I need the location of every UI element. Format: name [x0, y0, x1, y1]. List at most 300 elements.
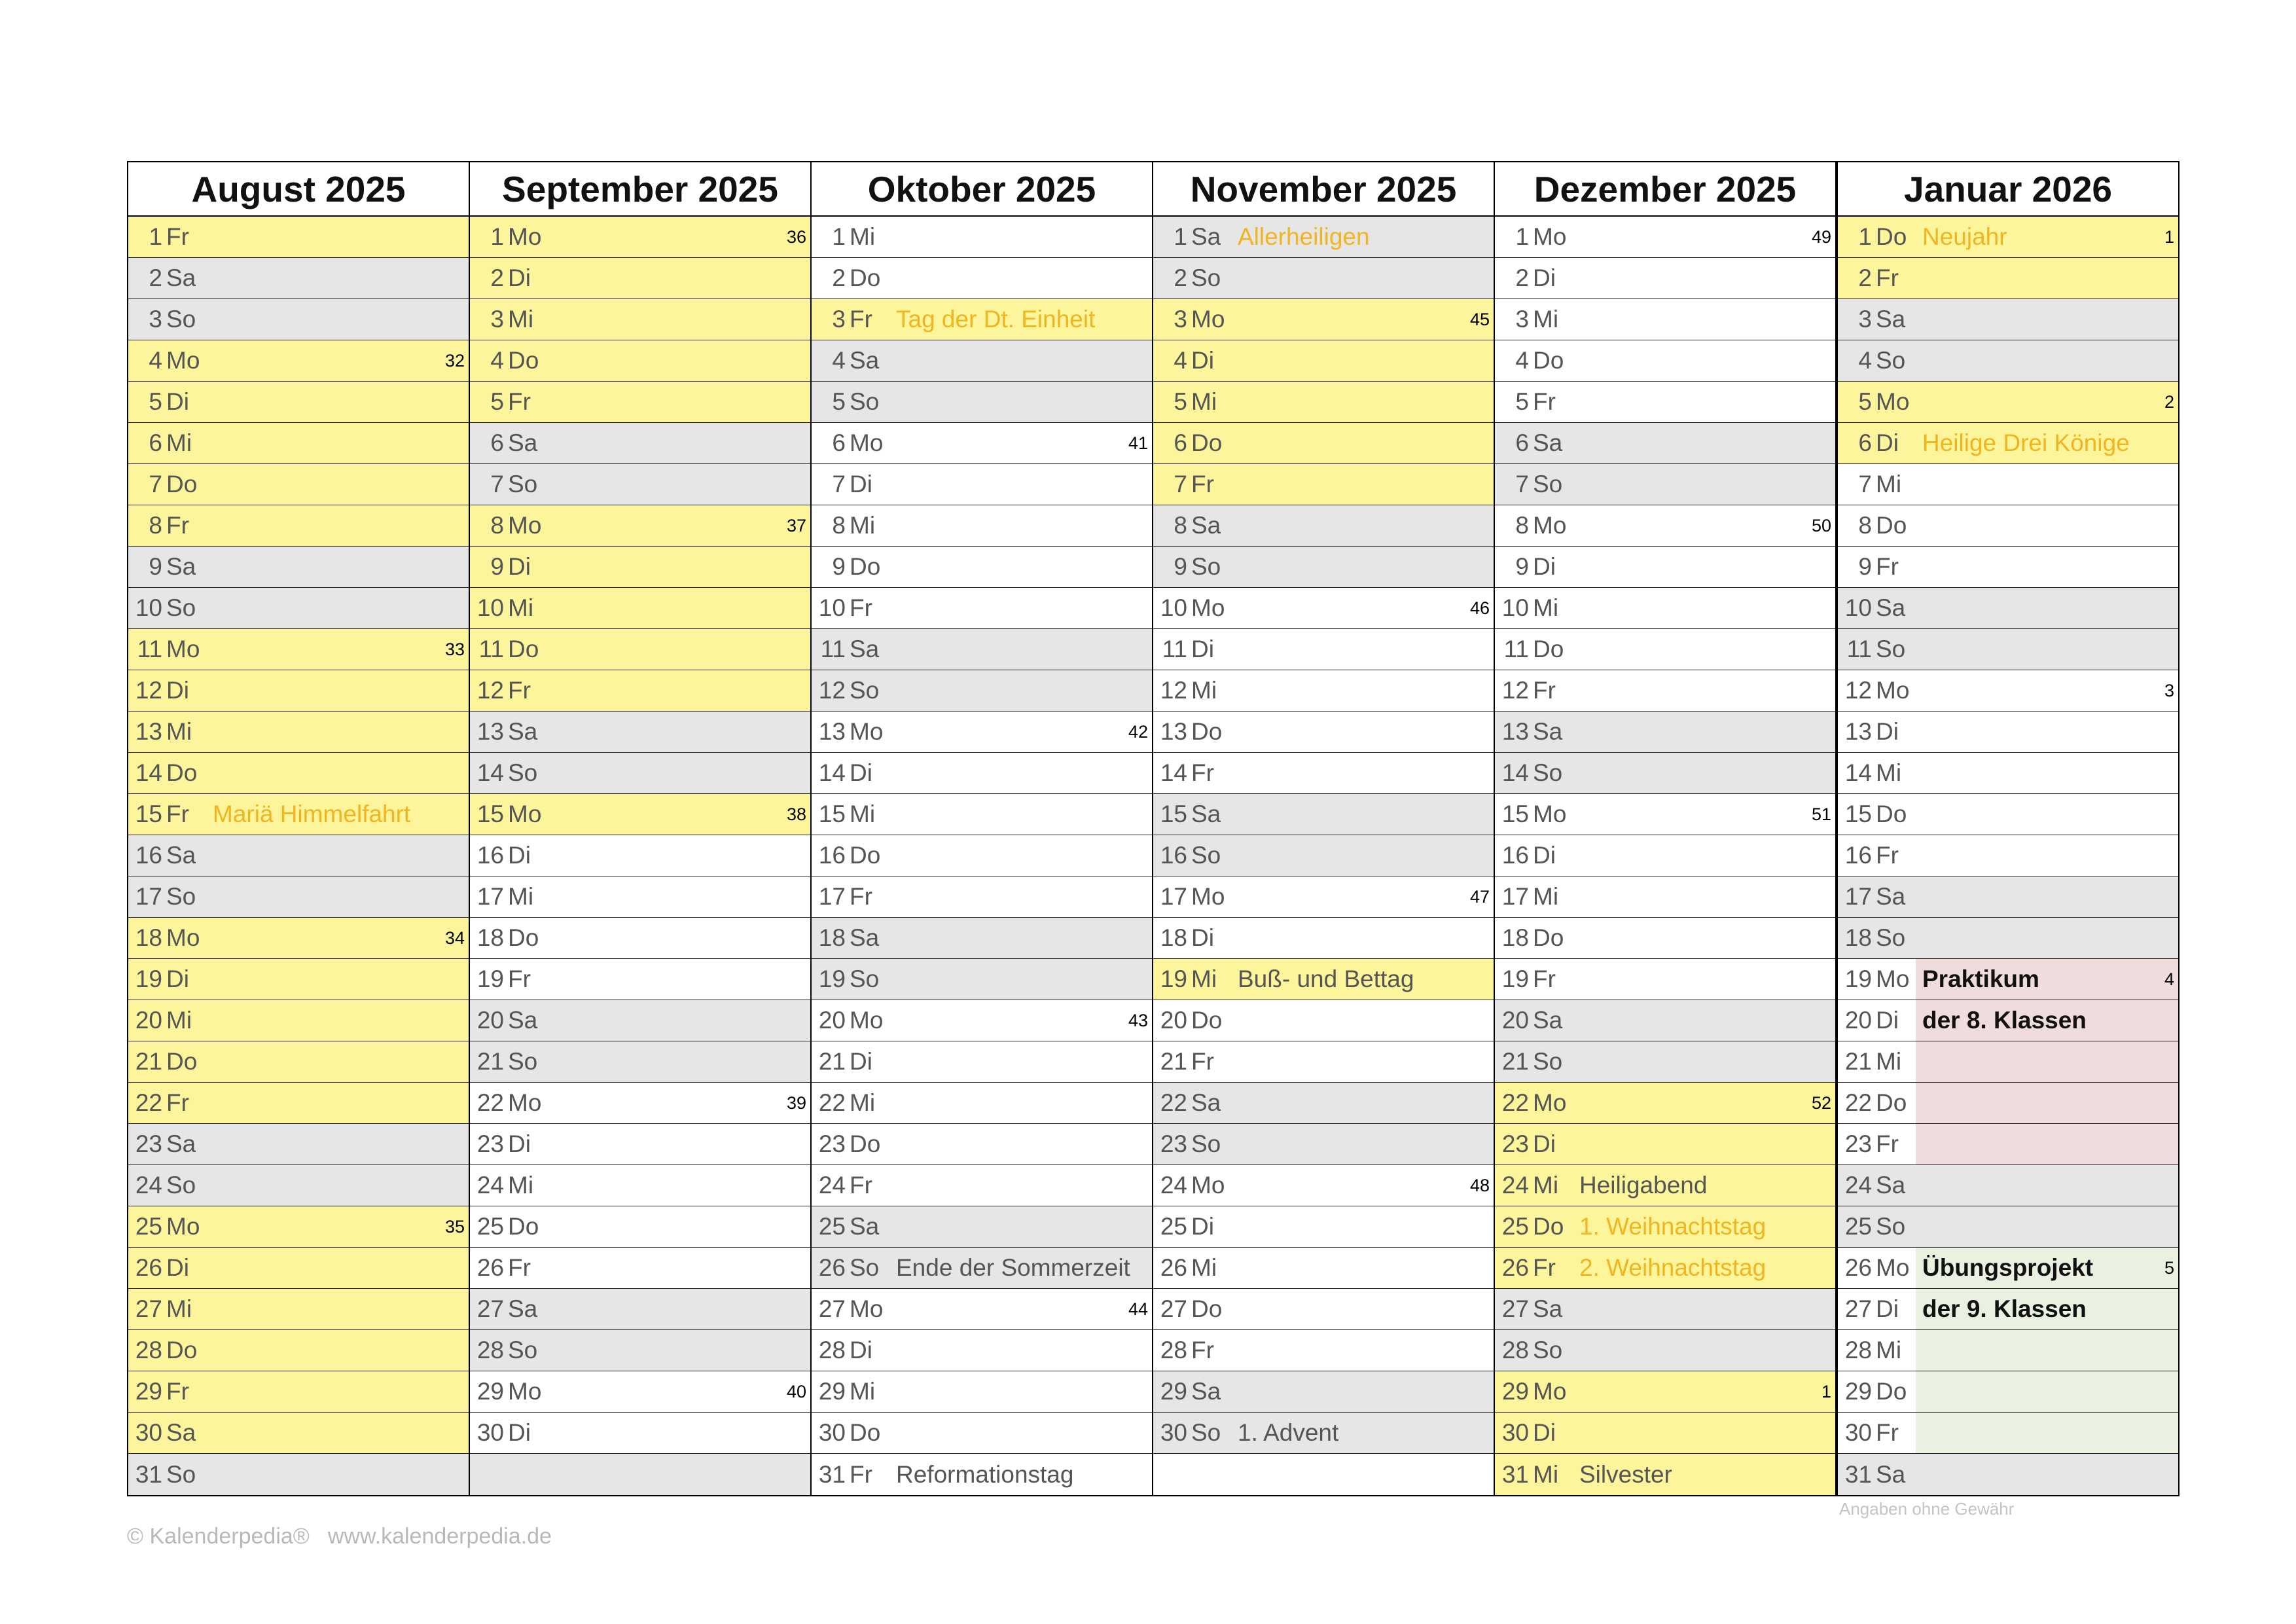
month-column — [1153, 162, 1495, 1495]
day-row — [470, 588, 810, 629]
month-column — [1835, 162, 2178, 1495]
day-number: 9 — [1858, 553, 1872, 580]
day-number: 26 — [818, 1254, 846, 1281]
holiday-label: 1. Weihnachtstag — [1579, 1213, 1767, 1240]
week-number: 1 — [2164, 226, 2174, 247]
day-number: 27 — [476, 1295, 504, 1322]
day-number: 17 — [818, 883, 846, 910]
day-row — [470, 258, 810, 299]
day-number: 23 — [818, 1130, 846, 1157]
weekday-label: Fr — [508, 965, 531, 992]
weekday-label: Mo — [1533, 512, 1567, 539]
day-row — [128, 1454, 469, 1495]
day-row — [1495, 423, 1835, 464]
day-row — [1838, 1454, 2178, 1495]
day-row — [128, 1289, 469, 1330]
weekday-label: Sa — [508, 429, 538, 456]
weekday-label: Di — [1533, 264, 1556, 291]
weekday-label: Mi — [850, 512, 876, 539]
day-row — [1153, 753, 1494, 794]
day-row — [1838, 1124, 2178, 1165]
weekday-label: Mi — [1876, 759, 1902, 786]
weekday-label: Mo — [166, 347, 200, 374]
day-number: 23 — [1844, 1130, 1872, 1157]
day-number: 26 — [135, 1254, 162, 1281]
week-number: 43 — [1128, 1010, 1148, 1030]
weekday-label: Di — [166, 388, 189, 415]
day-row — [1153, 1083, 1494, 1124]
day-number: 2 — [1515, 264, 1529, 291]
weekday-label: So — [1533, 759, 1563, 786]
weekday-label: So — [850, 965, 880, 992]
weekday-label: Fr — [508, 1254, 531, 1281]
weekday-label: Sa — [1191, 1378, 1221, 1405]
weekday-label: So — [1876, 347, 1906, 374]
day-number: 4 — [490, 347, 504, 374]
day-number: 1 — [149, 223, 162, 250]
day-number: 5 — [1858, 388, 1872, 415]
day-row — [812, 1248, 1152, 1289]
day-number: 4 — [832, 347, 846, 374]
weekday-label: Sa — [850, 347, 880, 374]
day-number: 22 — [1160, 1089, 1187, 1116]
day-number: 16 — [135, 842, 162, 869]
day-row — [470, 505, 810, 547]
day-number: 5 — [490, 388, 504, 415]
footer-credits — [127, 1524, 552, 1549]
day-row — [1153, 1124, 1494, 1165]
day-number: 10 — [1160, 594, 1187, 621]
day-number: 8 — [490, 512, 504, 539]
day-row — [1153, 1206, 1494, 1248]
day-number: 20 — [476, 1007, 504, 1034]
day-row — [470, 547, 810, 588]
day-row — [128, 1413, 469, 1454]
weekday-label: Do — [850, 1419, 881, 1446]
day-row — [1153, 1330, 1494, 1371]
weekday-label: Fr — [1876, 1130, 1899, 1157]
day-row — [470, 1413, 810, 1454]
day-row — [1495, 1041, 1835, 1083]
day-row — [128, 1000, 469, 1041]
weekday-label: Fr — [166, 801, 189, 827]
weekday-label: Sa — [1191, 512, 1221, 539]
day-number: 24 — [135, 1172, 162, 1199]
day-row — [470, 918, 810, 959]
event-label: Reformationstag — [896, 1460, 1074, 1488]
day-number: 7 — [490, 471, 504, 497]
day-row — [812, 876, 1152, 918]
weekday-label: Mi — [166, 1295, 192, 1322]
weekday-label: Mi — [508, 306, 534, 333]
day-row — [1495, 835, 1835, 876]
week-number: 39 — [786, 1092, 806, 1113]
day-number: 19 — [1844, 965, 1872, 992]
day-number: 24 — [818, 1172, 846, 1199]
day-number: 6 — [1858, 429, 1872, 456]
month-title: Oktober 2025 — [812, 162, 1152, 217]
week-number: 35 — [444, 1216, 465, 1236]
day-number: 24 — [1844, 1172, 1872, 1199]
day-number: 31 — [1844, 1460, 1872, 1488]
weekday-label: Mo — [1191, 883, 1225, 910]
weekday-label: Mo — [1876, 1254, 1910, 1281]
day-number: 6 — [1515, 429, 1529, 456]
day-row — [470, 1289, 810, 1330]
weekday-label: Do — [1191, 1007, 1223, 1034]
day-row — [812, 547, 1152, 588]
weekday-label: Mi — [1533, 883, 1559, 910]
day-row — [128, 835, 469, 876]
day-number: 17 — [1844, 883, 1872, 910]
day-number: 1 — [1858, 223, 1872, 250]
day-row — [470, 835, 810, 876]
day-row — [1838, 547, 2178, 588]
day-number: 24 — [1160, 1172, 1187, 1199]
day-row — [128, 1206, 469, 1248]
holiday-label: Heilige Drei Könige — [1922, 429, 2130, 456]
weekday-label: Mo — [1533, 1089, 1567, 1116]
weekday-label: So — [166, 594, 196, 621]
day-number: 22 — [1844, 1089, 1872, 1116]
day-row — [470, 217, 810, 258]
day-row — [470, 1454, 810, 1495]
weekday-label: Di — [508, 1419, 531, 1446]
day-row — [1153, 1289, 1494, 1330]
day-row — [128, 876, 469, 918]
day-number: 12 — [476, 677, 504, 704]
holiday-label: Neujahr — [1922, 223, 2007, 250]
weekday-label: Fr — [166, 1378, 189, 1405]
day-row — [1153, 1041, 1494, 1083]
day-row — [812, 1041, 1152, 1083]
day-row — [470, 629, 810, 670]
weekday-label: Do — [1191, 718, 1223, 745]
week-number: 34 — [444, 928, 465, 948]
day-number: 8 — [1858, 512, 1872, 539]
weekday-label: Do — [1533, 347, 1564, 374]
day-number: 14 — [476, 759, 504, 786]
weekday-label: So — [508, 759, 538, 786]
day-row — [1153, 876, 1494, 918]
day-number: 20 — [135, 1007, 162, 1034]
week-number: 3 — [2164, 680, 2174, 700]
day-row — [1153, 1454, 1494, 1495]
weekday-label: Do — [1533, 1213, 1564, 1240]
weekday-label: Mi — [508, 594, 534, 621]
weekday-label: Di — [166, 965, 189, 992]
weekday-label: Mo — [1191, 594, 1225, 621]
week-number: 4 — [2164, 969, 2174, 989]
day-number: 7 — [832, 471, 846, 497]
weekday-label: So — [1191, 264, 1221, 291]
weekday-label: Mi — [850, 223, 876, 250]
day-number: 12 — [1844, 677, 1872, 704]
weekday-label: Fr — [850, 1460, 872, 1488]
weekday-label: Mo — [508, 801, 542, 827]
day-row — [128, 423, 469, 464]
day-row — [812, 258, 1152, 299]
weekday-label: Sa — [508, 718, 538, 745]
day-row — [1838, 1000, 2178, 1041]
weekday-label: Sa — [850, 924, 880, 951]
holiday-label: Tag der Dt. Einheit — [896, 306, 1096, 333]
weekday-label: Di — [1876, 1295, 1899, 1322]
weekday-label: So — [166, 1460, 196, 1488]
day-number: 31 — [1501, 1460, 1529, 1488]
day-number: 29 — [1160, 1378, 1187, 1405]
day-row — [128, 1248, 469, 1289]
day-row — [1838, 258, 2178, 299]
weekday-label: So — [1191, 842, 1221, 869]
day-number: 28 — [135, 1337, 162, 1363]
day-number: 29 — [1844, 1378, 1872, 1405]
weekday-label: So — [1191, 553, 1221, 580]
week-number: 47 — [1469, 886, 1490, 907]
weekday-label: Do — [850, 1130, 881, 1157]
day-number: 22 — [135, 1089, 162, 1116]
day-row — [812, 959, 1152, 1000]
event-label: Praktikum — [1922, 965, 2039, 992]
day-number: 5 — [832, 388, 846, 415]
day-number: 10 — [1844, 594, 1872, 621]
day-number: 26 — [476, 1254, 504, 1281]
day-number: 6 — [832, 429, 846, 456]
uebungsprojekt-highlight — [1916, 1371, 2178, 1412]
day-row — [812, 1371, 1152, 1413]
day-row — [1495, 217, 1835, 258]
weekday-label: Do — [508, 636, 539, 662]
day-row — [1495, 1454, 1835, 1495]
event-label: 1. Advent — [1238, 1419, 1339, 1446]
day-row — [1838, 1413, 2178, 1454]
weekday-label: Do — [508, 1213, 539, 1240]
day-number: 13 — [476, 718, 504, 745]
day-number: 11 — [478, 636, 504, 662]
day-row — [1153, 588, 1494, 629]
weekday-label: Di — [166, 677, 189, 704]
weekday-label: Fr — [166, 1089, 189, 1116]
month-title: November 2025 — [1153, 162, 1494, 217]
weekday-label: Mo — [850, 1295, 884, 1322]
day-row — [812, 464, 1152, 505]
day-row — [1153, 918, 1494, 959]
day-number: 26 — [1160, 1254, 1187, 1281]
weekday-label: Fr — [1876, 264, 1899, 291]
day-row — [1495, 1165, 1835, 1206]
day-number: 15 — [1160, 801, 1187, 827]
day-number: 13 — [818, 718, 846, 745]
day-row — [1838, 382, 2178, 423]
day-row — [1495, 753, 1835, 794]
weekday-label: Fr — [1876, 1419, 1899, 1446]
day-row — [1495, 876, 1835, 918]
day-number: 16 — [476, 842, 504, 869]
weekday-label: So — [1533, 1048, 1563, 1075]
day-number: 7 — [149, 471, 162, 497]
weekday-label: Di — [1876, 718, 1899, 745]
weekday-label: Mo — [1191, 306, 1225, 333]
day-row — [1838, 340, 2178, 382]
day-row — [1838, 464, 2178, 505]
day-row — [470, 299, 810, 340]
day-number: 25 — [135, 1213, 162, 1240]
weekday-label: Do — [508, 924, 539, 951]
day-row — [128, 753, 469, 794]
day-row — [470, 1248, 810, 1289]
day-row — [470, 1371, 810, 1413]
week-number: 50 — [1811, 515, 1831, 535]
weekday-label: So — [1876, 1213, 1906, 1240]
day-number: 8 — [1515, 512, 1529, 539]
event-label: Übungsprojekt — [1922, 1254, 2094, 1281]
weekday-label: So — [850, 388, 880, 415]
week-number: 45 — [1469, 309, 1490, 329]
weekday-label: Fr — [850, 1172, 872, 1199]
day-row — [1838, 423, 2178, 464]
day-number: 20 — [1160, 1007, 1187, 1034]
weekday-label: Do — [1876, 512, 1907, 539]
week-number: 48 — [1469, 1175, 1490, 1195]
weekday-label: Mo — [166, 636, 200, 662]
weekday-label: Di — [1876, 429, 1899, 456]
day-row — [1153, 464, 1494, 505]
week-number: 1 — [1821, 1381, 1831, 1401]
uebungsprojekt-highlight — [1916, 1413, 2178, 1453]
weekday-label: Di — [1533, 1130, 1556, 1157]
day-row — [1495, 629, 1835, 670]
day-number: 14 — [1501, 759, 1529, 786]
day-row — [1153, 1165, 1494, 1206]
day-number: 21 — [1501, 1048, 1529, 1075]
day-row — [1153, 1371, 1494, 1413]
week-number: 41 — [1128, 433, 1148, 453]
day-number: 9 — [1515, 553, 1529, 580]
day-number: 28 — [1844, 1337, 1872, 1363]
day-row — [470, 1206, 810, 1248]
weekday-label: So — [1876, 924, 1906, 951]
day-number: 21 — [1160, 1048, 1187, 1075]
day-number: 10 — [1501, 594, 1529, 621]
weekday-label: Do — [166, 471, 198, 497]
weekday-label: Do — [1191, 1295, 1223, 1322]
day-number: 22 — [818, 1089, 846, 1116]
day-number: 20 — [818, 1007, 846, 1034]
day-number: 18 — [818, 924, 846, 951]
day-number: 19 — [818, 965, 846, 992]
day-number: 22 — [476, 1089, 504, 1116]
day-row — [1838, 1248, 2178, 1289]
day-row — [1153, 1413, 1494, 1454]
weekday-label: Di — [166, 1254, 189, 1281]
day-row — [1838, 1330, 2178, 1371]
weekday-label: Mo — [1533, 1378, 1567, 1405]
day-row — [128, 670, 469, 712]
weekday-label: Mo — [508, 1378, 542, 1405]
weekday-label: Mo — [850, 429, 884, 456]
day-row — [1495, 1289, 1835, 1330]
day-row — [1838, 1289, 2178, 1330]
day-number: 4 — [1858, 347, 1872, 374]
weekday-label: Sa — [1876, 1460, 1906, 1488]
weekday-label: Fr — [1533, 965, 1556, 992]
weekday-label: Mi — [1876, 471, 1902, 497]
day-row — [128, 629, 469, 670]
weekday-label: Sa — [1876, 594, 1906, 621]
praktikum-highlight — [1916, 1124, 2178, 1164]
day-row — [1838, 753, 2178, 794]
day-row — [128, 299, 469, 340]
day-row — [128, 217, 469, 258]
day-number: 2 — [490, 264, 504, 291]
weekday-label: Di — [1533, 553, 1556, 580]
day-row — [128, 794, 469, 835]
weekday-label: Mi — [1533, 306, 1559, 333]
month-title: Dezember 2025 — [1495, 162, 1835, 217]
day-number: 11 — [1503, 636, 1529, 662]
weekday-label: Sa — [1533, 429, 1563, 456]
day-number: 30 — [135, 1419, 162, 1446]
weekday-label: Di — [508, 842, 531, 869]
copyright-text: © Kalenderpedia® — [127, 1524, 310, 1549]
day-row — [1495, 1413, 1835, 1454]
day-number: 25 — [1160, 1213, 1187, 1240]
day-row — [470, 753, 810, 794]
day-row — [128, 1371, 469, 1413]
day-number: 14 — [1160, 759, 1187, 786]
weekday-label: Fr — [1191, 759, 1214, 786]
day-number: 16 — [1160, 842, 1187, 869]
day-number: 1 — [1515, 223, 1529, 250]
weekday-label: Do — [1876, 223, 1907, 250]
weekday-label: Mi — [850, 801, 876, 827]
day-number: 25 — [818, 1213, 846, 1240]
weekday-label: Sa — [1533, 718, 1563, 745]
event-label: der 8. Klassen — [1922, 1007, 2087, 1034]
weekday-label: Di — [1191, 347, 1214, 374]
day-row — [812, 1454, 1152, 1495]
day-number: 27 — [818, 1295, 846, 1322]
day-number: 16 — [818, 842, 846, 869]
weekday-label: Mi — [1876, 1048, 1902, 1075]
day-number: 30 — [476, 1419, 504, 1446]
day-row — [128, 712, 469, 753]
weekday-label: Fr — [166, 223, 189, 250]
day-number: 3 — [1174, 306, 1187, 333]
day-row — [128, 464, 469, 505]
week-number: 36 — [786, 226, 806, 247]
weekday-label: Do — [1876, 1378, 1907, 1405]
day-row — [1153, 1248, 1494, 1289]
day-row — [812, 1289, 1152, 1330]
weekday-label: Sa — [166, 1130, 196, 1157]
weekday-label: So — [1533, 471, 1563, 497]
day-number: 13 — [1844, 718, 1872, 745]
day-row — [1838, 918, 2178, 959]
weekday-label: Mi — [508, 1172, 534, 1199]
month-column — [128, 162, 470, 1495]
day-number: 4 — [1515, 347, 1529, 374]
weekday-label: Di — [850, 471, 872, 497]
day-row — [1838, 1165, 2178, 1206]
weekday-label: Mo — [1876, 388, 1910, 415]
weekday-label: Di — [1191, 1213, 1214, 1240]
weekday-label: Mi — [1876, 1337, 1902, 1363]
day-row — [470, 670, 810, 712]
day-row — [128, 382, 469, 423]
month-column — [1495, 162, 1837, 1495]
weekday-label: So — [166, 883, 196, 910]
